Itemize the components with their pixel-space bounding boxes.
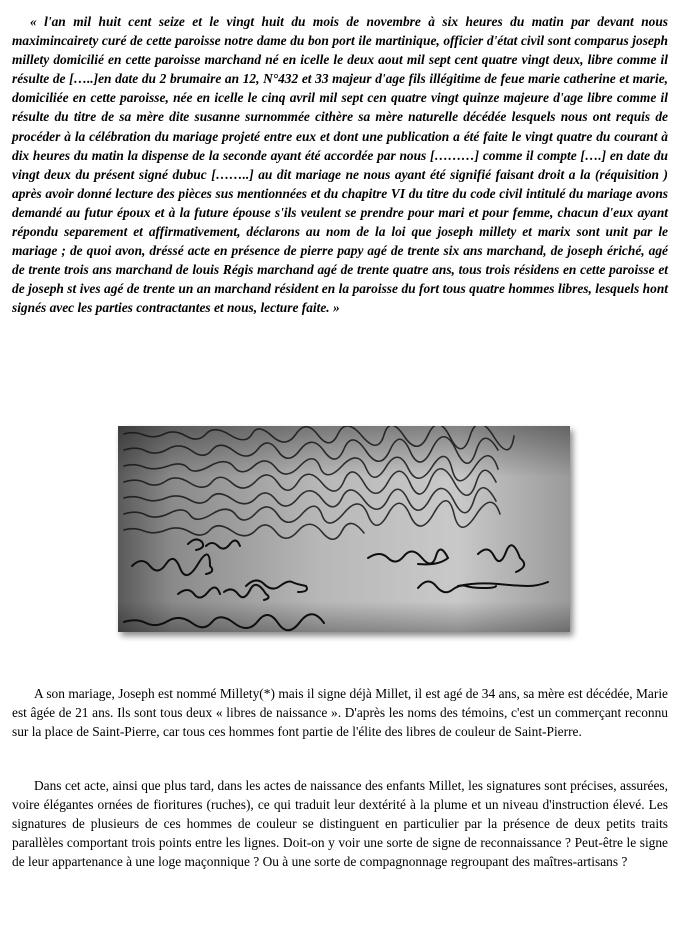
paragraph-1-text: A son mariage, Joseph est nommé Millety(*) mais il signe déjà Millet, il est agé de 34 ans, sa mère est décédée, Marie est âgée de 21 ans. Ils sont tous deux « libres de naissance ». D'après les noms des témoins, c'est un commerçant reconnu sur la place de Saint-Pierre, car tous ces hommes font partie de l'élite des libres de couleur de Saint-Pierre. — [12, 686, 668, 739]
manuscript-image — [118, 426, 570, 632]
paragraph-marriage — [12, 684, 668, 741]
manuscript-photo — [118, 426, 570, 632]
quote-text: « l'an mil huit cent seize et le vingt huit du mois de novembre à six heures du matin par devant nous maximincairety curé de cette paroisse notre dame du bon port ile martinique, officier d'état civil sont comparus joseph millety domicilié en cette paroisse marchand né en icelle le deux aout mil sept cent quatre vingt deux, libre comme il résulte de […..]en date du 2 brumaire an 12, N°432 et 33 majeur d'age fils illégitime de feue marie catherine et marie, domiciliée en cette paroisse, née en icelle le cinq avril mil sept cen quatre vingt quinze majeure d'age libre comme il résulte du titre de sa mère dite susanne surnommée cithère sa mère naturelle décédée lesquels nous ont requis de procéder à la célébration du mariage projeté entre eux et dont une publication a été faite le vingt quatre du courant à dix heures du matin la dispense de la seconde ayant été accordée par nous [………] comme il compte [….] en date du vingt deux du présent signé dubuc [……..] au dit mariage ne nous ayant été signifié faisant droit a la (réquisition ) après avoir donné lecture des pièces sus mentionnées et du chapitre VI du titre du code civil intitulé du mariage avons demandé au futur époux et à la future épouse s'ils veulent se prendre pour mari et pour femme, chacun d'eux ayant répondu separement et affirmativement, déclarons au nom de la loi que joseph millety et marix sont unit par le mariage ; de quoi avon, dréssé acte en présence de pierre papy agé de trente six ans marchand, de joseph ériché, agé de trente trois ans marchand de louis Régis marchand agé de trente quatre ans, tous trois résidens en cette paroisse et de joseph st ives agé de trente un an marchand résident en la paroisse du fort tous quatre hommes libres, lesquels hont signés avec les parties contractantes et nous, lecture faite. » — [12, 14, 668, 316]
paragraph-2-text: Dans cet acte, ainsi que plus tard, dans les actes de naissance des enfants Millet, les signatures sont précises, assurées, voire élégantes ornées de fioritures (ruches), ce qui traduit leur dextérité à la plume et un niveau d'instruction élevé. Les signatures de plusieurs de ces hommes de couleur se distinguent en particulier par la présence de deux petits traits parallèles comportant trois points entre les lignes. Doit-on y voir une sorte de signe de reconnaissance ? Peut-être le signe de leur appartenance à une loge maçonnique ? Ou à une sorte de compagnonnage regroupant des maîtres-artisans ? — [12, 778, 668, 869]
paragraph-signatures — [12, 776, 668, 871]
transcription-quote — [12, 12, 668, 318]
